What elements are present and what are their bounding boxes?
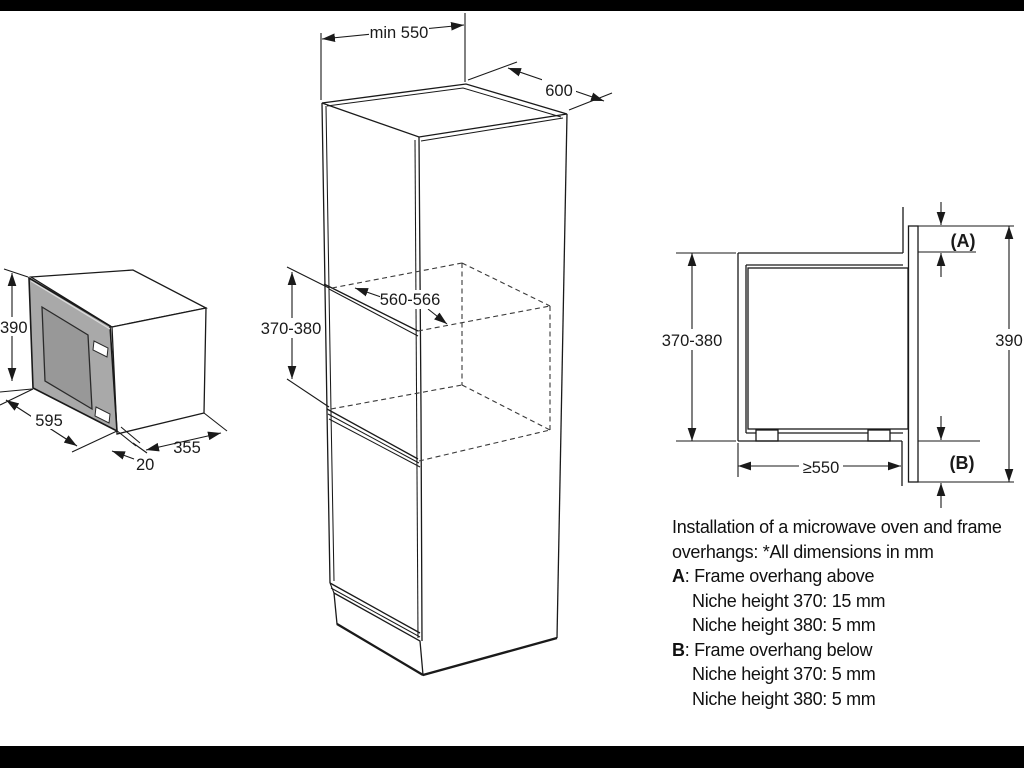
- cabinet-top-face: [322, 84, 567, 137]
- niche-cross-section-view: [660, 202, 1024, 508]
- cabinet-column-view: [261, 13, 612, 675]
- cabinet-bottom-outline: [423, 638, 557, 675]
- height-label: 390: [0, 319, 28, 337]
- dim-section-niche-height: [660, 253, 736, 441]
- dim-section-height-390: [992, 226, 1024, 482]
- top-letterbox-bar: [0, 0, 1024, 11]
- depth-label: 355: [173, 439, 201, 457]
- overhang-below-label: (B): [949, 453, 975, 473]
- section-niche-height-label: 370-380: [661, 332, 723, 350]
- cabinet-front-edge: [419, 137, 422, 641]
- installation-notes: [672, 515, 1024, 711]
- microwave-side-face: [112, 308, 206, 434]
- dim-height-390: [0, 269, 32, 392]
- note-a-label: A: [672, 566, 685, 586]
- oven-foot-left: [756, 430, 778, 441]
- note-a-sub2: Niche height 380: 5 mm: [692, 615, 876, 635]
- cabinet-left-edge-inner: [326, 106, 334, 581]
- note-a-sub1: Niche height 370: 15 mm: [692, 590, 886, 611]
- note-b-sub2: Niche height 380: 5 mm: [692, 688, 876, 709]
- section-min-depth-label: ≥550: [802, 459, 840, 477]
- frame-label: 20: [136, 456, 155, 474]
- note-a-text: : Frame overhang above: [684, 566, 875, 586]
- cabinet-right-edge: [557, 114, 567, 638]
- note-item-a: [672, 564, 1024, 589]
- bottom-letterbox-bar: [0, 746, 1024, 768]
- notes-title-line1: Installation of a microwave oven and frame: [672, 517, 1002, 537]
- dim-niche-height-370-380: [261, 267, 329, 407]
- oven-foot-right: [868, 430, 890, 441]
- section-height-label: 390: [995, 332, 1023, 350]
- overhang-above-label: (A): [950, 231, 976, 251]
- dim-frame-20: [112, 451, 154, 474]
- dim-overhang-above: [918, 202, 1014, 277]
- plinth-face: [334, 593, 423, 675]
- note-b-label: B: [672, 639, 685, 660]
- notes-title-line2: overhangs: *All dimensions in mm: [672, 541, 934, 562]
- niche-bottom-edge: [327, 409, 418, 459]
- cabinet-left-edge: [322, 103, 330, 583]
- lower-door-top-edge: [329, 419, 420, 467]
- width-label: 595: [35, 412, 63, 430]
- niche-width-label: 560-566: [379, 291, 441, 309]
- dim-overhang-below: [918, 416, 1014, 508]
- oven-body-section: [748, 268, 908, 429]
- note-b-text: : Frame overhang below: [684, 639, 873, 660]
- niche-hidden-edges: [331, 263, 550, 461]
- niche-bottom-edge-inner: [328, 414, 419, 463]
- cabinet-depth-label: 600: [545, 82, 573, 100]
- note-b-sub1: Niche height 370: 5 mm: [692, 664, 876, 684]
- cabinet-front-edge-inner: [415, 140, 418, 638]
- dim-section-min-depth: [738, 443, 901, 477]
- niche-height-label: 370-380: [260, 320, 322, 338]
- top-width-label: min 550: [369, 24, 429, 42]
- note-item-b: [672, 638, 1024, 663]
- microwave-front-view: [0, 269, 227, 474]
- oven-frame-bar: [909, 226, 919, 482]
